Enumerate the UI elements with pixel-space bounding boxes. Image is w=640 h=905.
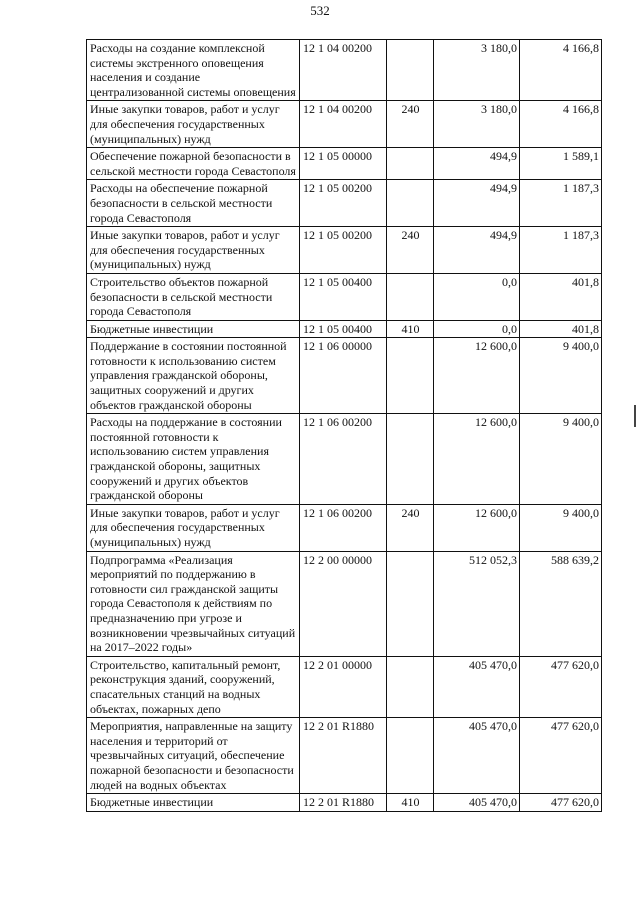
row-code: 12 2 01 R1880 xyxy=(300,794,387,812)
table-row xyxy=(87,101,602,148)
row-amount-2: 477 620,0 xyxy=(520,718,602,794)
row-name: Поддержание в состоянии постоянной готовности к использованию систем управления гражданской обороны, защитных сооружений и других объектов гражданской обороны xyxy=(87,338,300,414)
row-name: Строительство, капитальный ремонт, реконструкция зданий, сооружений, спасательных станций на водных объектах, пожарных депо xyxy=(87,656,300,717)
row-code: 12 1 05 00000 xyxy=(300,148,387,180)
row-amount-1: 0,0 xyxy=(434,273,520,320)
row-amount-2: 1 187,3 xyxy=(520,227,602,274)
row-name: Иные закупки товаров, работ и услуг для обеспечения государственных (муниципальных) нужд xyxy=(87,504,300,551)
row-code: 12 1 05 00400 xyxy=(300,273,387,320)
row-amount-2: 588 639,2 xyxy=(520,551,602,656)
row-name: Мероприятия, направленные на защиту населения и территорий от чрезвычайных ситуаций, обеспечение пожарной безопасности и безопасности людей на водных объектах xyxy=(87,718,300,794)
row-name: Иные закупки товаров, работ и услуг для обеспечения государственных (муниципальных) нужд xyxy=(87,227,300,274)
row-code: 12 1 06 00200 xyxy=(300,414,387,505)
table-row xyxy=(87,227,602,274)
row-name: Иные закупки товаров, работ и услуг для обеспечения государственных (муниципальных) нужд xyxy=(87,101,300,148)
row-expense-type: 410 xyxy=(387,794,434,812)
row-code: 12 2 01 R1880 xyxy=(300,718,387,794)
row-name: Расходы на создание комплексной системы экстренного оповещения населения и создание централизованной системы оповещения xyxy=(87,40,300,101)
row-code: 12 2 01 00000 xyxy=(300,656,387,717)
row-expense-type xyxy=(387,273,434,320)
table-row xyxy=(87,414,602,505)
row-amount-1: 405 470,0 xyxy=(434,718,520,794)
row-code: 12 1 06 00000 xyxy=(300,338,387,414)
row-expense-type xyxy=(387,718,434,794)
row-amount-2: 4 166,8 xyxy=(520,40,602,101)
table-row xyxy=(87,504,602,551)
row-amount-2: 9 400,0 xyxy=(520,338,602,414)
row-expense-type xyxy=(387,180,434,227)
row-name: Подпрограмма «Реализация мероприятий по поддержанию в готовности сил гражданской защиты города Севастополя к действиям по предназначению при угрозе и возникновении чрезвычайных ситуаций на 2017–2022 годы» xyxy=(87,551,300,656)
row-name: Расходы на поддержание в состоянии постоянной готовности к использованию систем управления гражданской обороны, защитных сооружений и других объектов гражданской обороны xyxy=(87,414,300,505)
table-row xyxy=(87,180,602,227)
row-amount-2: 401,8 xyxy=(520,320,602,338)
row-expense-type xyxy=(387,551,434,656)
table-row xyxy=(87,656,602,717)
row-name: Обеспечение пожарной безопасности в сельской местности города Севастополя xyxy=(87,148,300,180)
row-amount-1: 3 180,0 xyxy=(434,101,520,148)
row-amount-1: 405 470,0 xyxy=(434,656,520,717)
row-expense-type: 410 xyxy=(387,320,434,338)
row-code: 12 1 05 00200 xyxy=(300,180,387,227)
row-code: 12 1 04 00200 xyxy=(300,40,387,101)
row-amount-1: 12 600,0 xyxy=(434,504,520,551)
row-expense-type xyxy=(387,338,434,414)
table-row xyxy=(87,551,602,656)
row-amount-1: 12 600,0 xyxy=(434,338,520,414)
row-amount-1: 405 470,0 xyxy=(434,794,520,812)
table-row xyxy=(87,338,602,414)
row-expense-type: 240 xyxy=(387,101,434,148)
table-row xyxy=(87,794,602,812)
row-amount-2: 1 187,3 xyxy=(520,180,602,227)
table-row xyxy=(87,718,602,794)
row-amount-2: 477 620,0 xyxy=(520,794,602,812)
row-name: Бюджетные инвестиции xyxy=(87,794,300,812)
table-row xyxy=(87,40,602,101)
row-amount-1: 494,9 xyxy=(434,148,520,180)
scan-edge-mark xyxy=(634,405,636,427)
row-expense-type: 240 xyxy=(387,227,434,274)
row-code: 12 1 05 00400 xyxy=(300,320,387,338)
table-row xyxy=(87,273,602,320)
row-amount-1: 494,9 xyxy=(434,180,520,227)
row-amount-1: 512 052,3 xyxy=(434,551,520,656)
row-amount-2: 4 166,8 xyxy=(520,101,602,148)
row-name: Расходы на обеспечение пожарной безопасности в сельской местности города Севастополя xyxy=(87,180,300,227)
row-amount-1: 494,9 xyxy=(434,227,520,274)
table-row xyxy=(87,148,602,180)
row-amount-1: 0,0 xyxy=(434,320,520,338)
row-expense-type xyxy=(387,148,434,180)
row-expense-type xyxy=(387,40,434,101)
table-row xyxy=(87,320,602,338)
row-name: Строительство объектов пожарной безопасности в сельской местности города Севастополя xyxy=(87,273,300,320)
row-amount-1: 12 600,0 xyxy=(434,414,520,505)
row-expense-type xyxy=(387,656,434,717)
row-amount-2: 477 620,0 xyxy=(520,656,602,717)
row-code: 12 1 06 00200 xyxy=(300,504,387,551)
row-expense-type: 240 xyxy=(387,504,434,551)
row-code: 12 1 05 00200 xyxy=(300,227,387,274)
page-number: 532 xyxy=(310,3,330,18)
row-name: Бюджетные инвестиции xyxy=(87,320,300,338)
row-amount-2: 9 400,0 xyxy=(520,414,602,505)
row-expense-type xyxy=(387,414,434,505)
row-amount-1: 3 180,0 xyxy=(434,40,520,101)
row-amount-2: 1 589,1 xyxy=(520,148,602,180)
row-code: 12 1 04 00200 xyxy=(300,101,387,148)
budget-table xyxy=(86,39,602,812)
row-amount-2: 401,8 xyxy=(520,273,602,320)
row-code: 12 2 00 00000 xyxy=(300,551,387,656)
row-amount-2: 9 400,0 xyxy=(520,504,602,551)
